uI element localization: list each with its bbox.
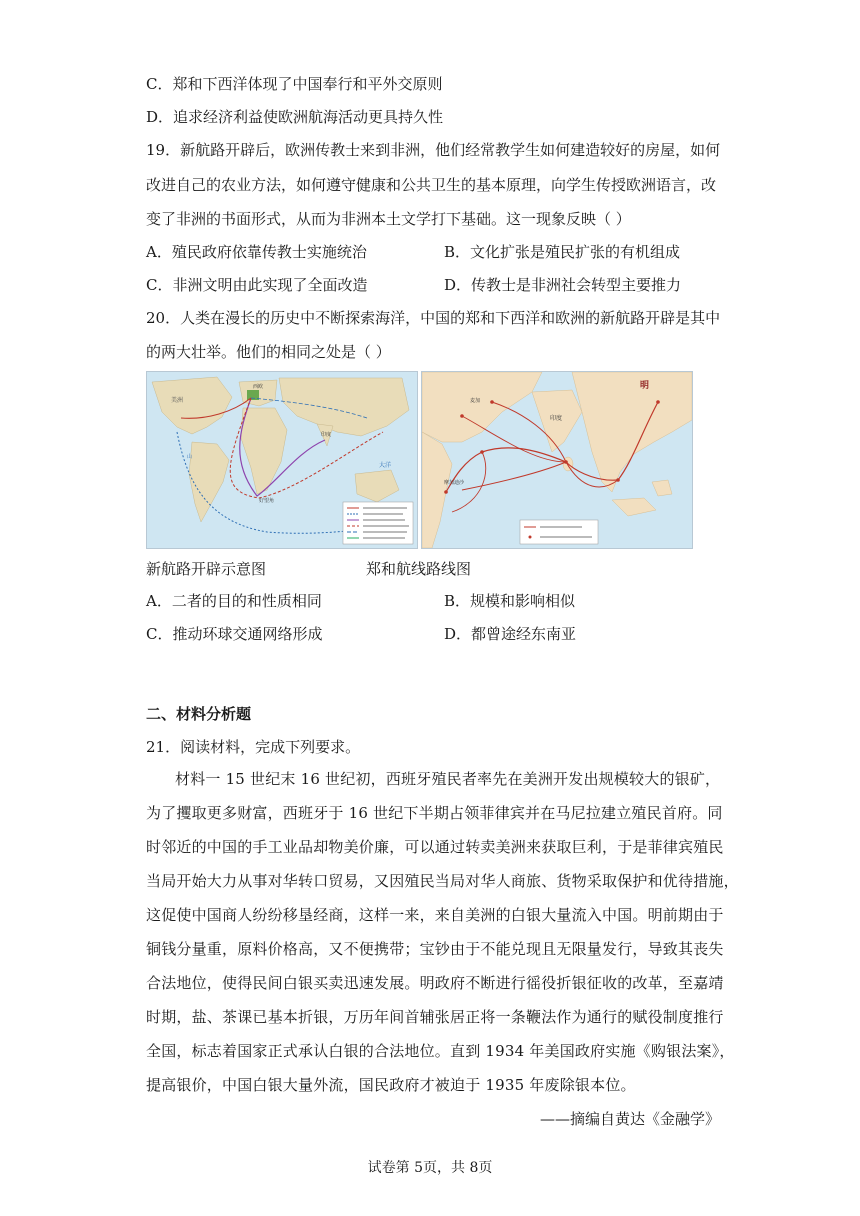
q20-option-b: B．规模和影响相似 xyxy=(444,592,576,610)
caption-new-sea-routes: 新航路开辟示意图 xyxy=(146,560,267,578)
page-footer: 试卷第 5页，共 8页 xyxy=(367,1160,493,1176)
material-line-6: 铜钱分量重，原料价格高，又不便携带；宝钞由于不能兑现且无限量发行，导致其丧失 xyxy=(146,940,724,958)
q20-stem-line-1: 20．人类在漫长的历史中不断探索海洋，中国的郑和下西洋和欧洲的新航路开辟是其中 xyxy=(146,309,721,327)
material-source: ——摘编自黄达《金融学》 xyxy=(539,1110,720,1128)
q18-option-d: D．追求经济利益使欧洲航海活动更具持久性 xyxy=(146,108,444,126)
material-line-10: 提高银价，中国白银大量外流，国民政府才被迫于 1935 年废除银本位。 xyxy=(146,1076,636,1094)
q20-option-c: C．推动环球交通网络形成 xyxy=(146,625,323,643)
q21-stem: 21．阅读材料，完成下列要求。 xyxy=(146,738,361,756)
q19-stem-line-3: 变了非洲的书面形式，从而为非洲本土文学打下基础。这一现象反映（ ） xyxy=(146,210,631,228)
map-label-india-left: 印度 xyxy=(321,432,332,438)
map-label-mountain: 山 xyxy=(187,454,193,460)
material-line-9: 全国，标志着国家正式承认白银的合法地位。直到 1934 年美国政府实施《购银法案》， xyxy=(146,1042,735,1060)
map-label-ocean: 大洋 xyxy=(379,462,392,469)
new-sea-routes-map-image xyxy=(147,372,417,548)
q19-option-a: A．殖民政府依靠传教士实施统治 xyxy=(146,243,367,261)
material-line-7: 合法地位，使得民间白银买卖迅速发展。明政府不断进行徭役折银征收的改革，至嘉靖 xyxy=(146,974,724,992)
material-line-4: 当局开始大力从事对华转口贸易，又因殖民当局对华人商旅、货物采取保护和优待措施， xyxy=(146,872,739,890)
map-label-mecca: 麦加 xyxy=(470,398,481,404)
map-label-cape: 好望角 xyxy=(259,498,275,504)
section-title: 二、材料分析题 xyxy=(146,705,252,723)
material-line-5: 这促使中国商人纷纷移垦经商，这样一来，来自美洲的白银大量流入中国。明前期由于 xyxy=(146,906,724,924)
material-line-8: 时期，盐、茶课已基本折银，万历年间首辅张居正将一条鞭法作为通行的赋役制度推行 xyxy=(146,1008,724,1026)
q19-stem-line-2: 改进自己的农业方法，如何遵守健康和公共卫生的基本原理，向学生传授欧洲语言，改 xyxy=(146,176,717,194)
q19-option-b: B．文化扩张是殖民扩张的有机组成 xyxy=(444,243,681,261)
material-line-3: 时邻近的中国的手工业品却物美价廉，可以通过转卖美洲来获取巨利，于是菲律宾殖民 xyxy=(146,838,724,856)
new-sea-routes-map xyxy=(146,371,418,549)
q18-option-c: C．郑和下西洋体现了中国奉行和平外交原则 xyxy=(146,75,443,93)
q19-option-d: D．传教士是非洲社会转型主要推力 xyxy=(444,276,682,294)
q19-option-c: C．非洲文明由此实现了全面改造 xyxy=(146,276,368,294)
map-label-india-right: 印度 xyxy=(550,415,563,422)
caption-zheng-he-routes: 郑和航线路线图 xyxy=(366,560,472,578)
map-label-america: 美洲 xyxy=(171,397,184,404)
zheng-he-routes-map-image xyxy=(422,372,692,548)
q20-option-a: A．二者的目的和性质相同 xyxy=(146,592,322,610)
material-line-1: 材料一 15 世纪末 16 世纪初，西班牙殖民者率先在美洲开发出规模较大的银矿， xyxy=(175,770,721,788)
map-label-western-europe: 西欧 xyxy=(253,384,264,390)
material-line-2: 为了攫取更多财富，西班牙于 16 世纪下半期占领菲律宾并在马尼拉建立殖民首府。同 xyxy=(146,804,723,822)
zheng-he-routes-map xyxy=(421,371,693,549)
q19-stem-line-1: 19．新航路开辟后，欧洲传教士来到非洲，他们经常教学生如何建造较好的房屋，如何 xyxy=(146,141,721,159)
q20-stem-line-2: 的两大壮举。他们的相同之处是（ ） xyxy=(146,343,391,361)
map-label-ming: 明 xyxy=(640,381,650,391)
map-label-mogadishu: 摩加迪沙 xyxy=(444,480,465,486)
q20-option-d: D．都曾途经东南亚 xyxy=(444,625,577,643)
